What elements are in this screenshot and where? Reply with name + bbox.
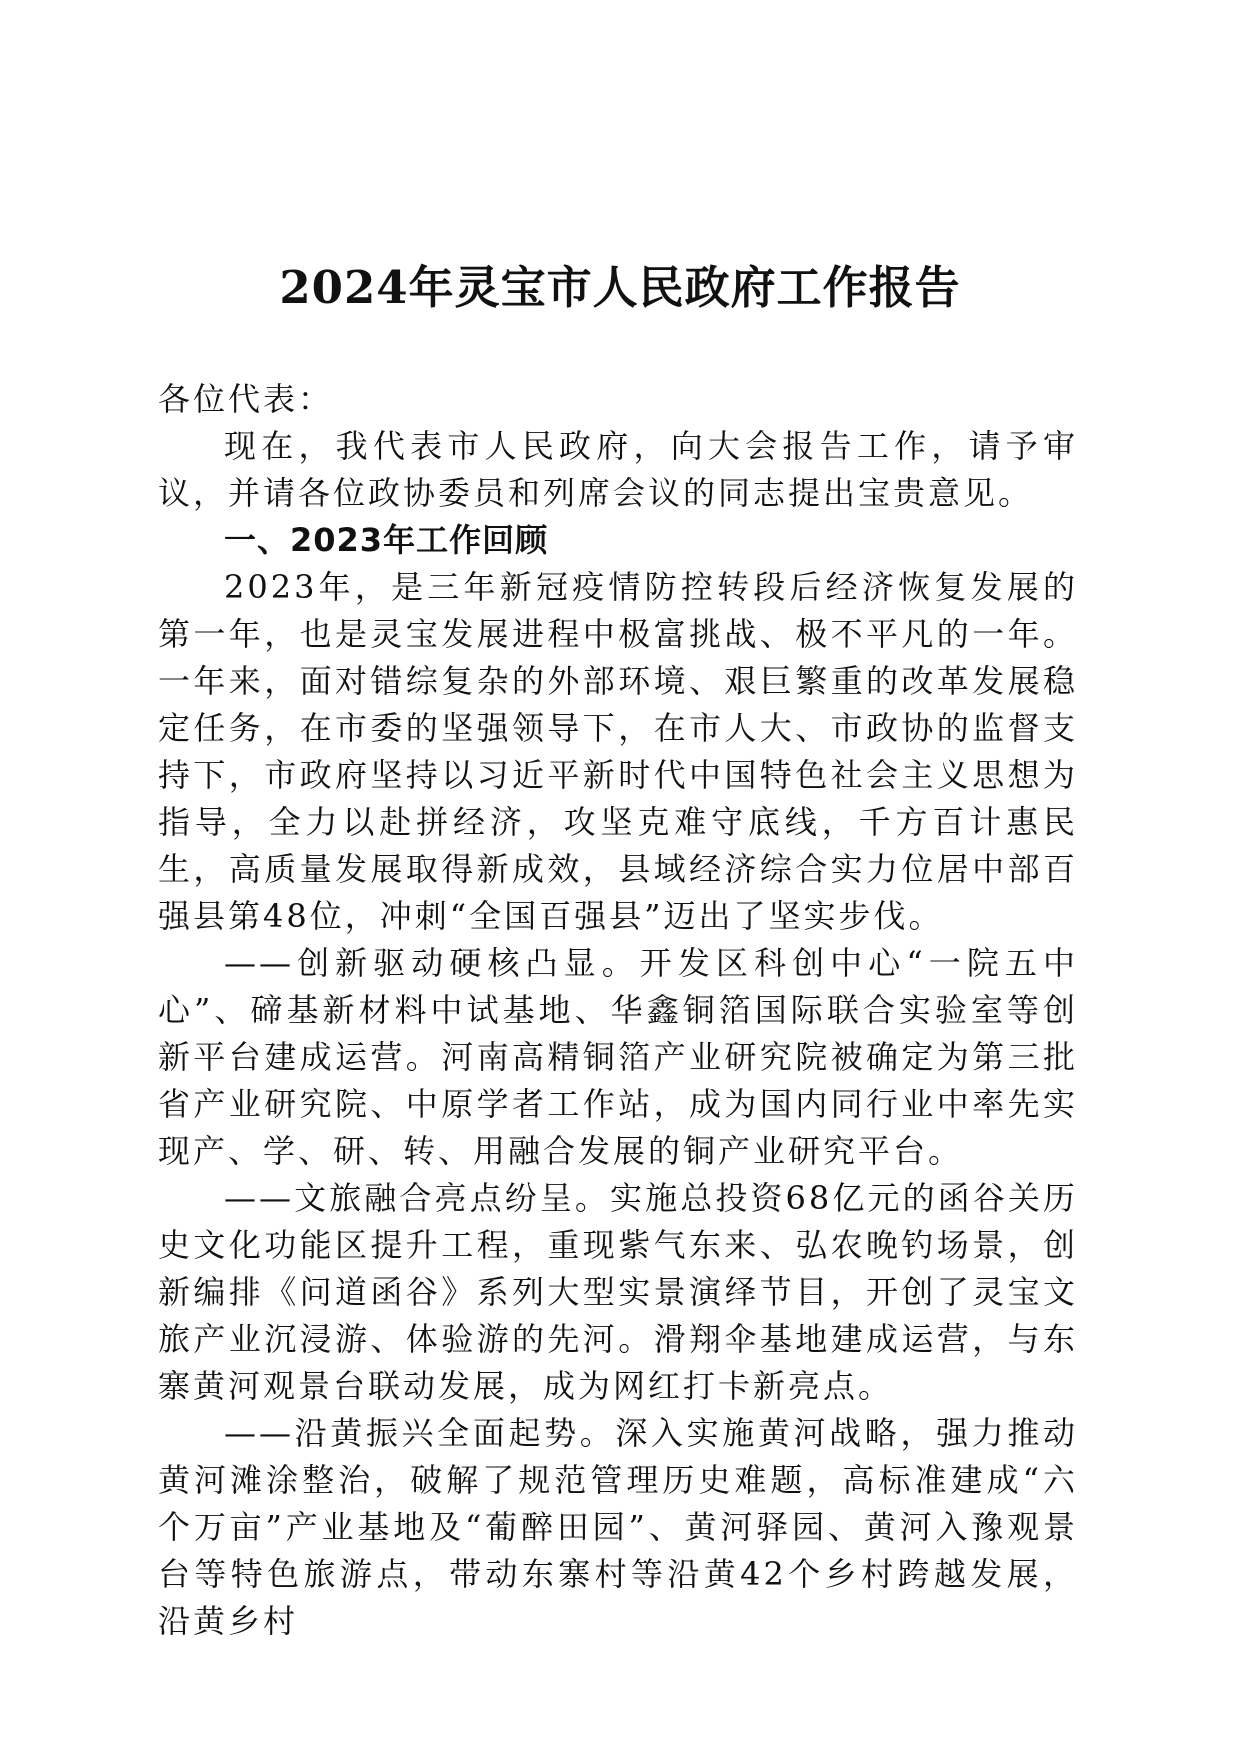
paragraph-culture-tourism: ——文旅融合亮点纷呈。实施总投资68亿元的函谷关历史文化功能区提升工程，重现紫气东来、弘农晚钓场景，创新编排《问道函谷》系列大型实景演绎节目，开创了灵宝文旅产业沉浸游、体验游的先河。滑翔伞基地建成运营，与东寨黄河观景台联动发展，成为网红打卡新亮点。: [158, 1179, 1078, 1405]
salutation: 各位代表：: [158, 380, 334, 418]
paragraph-review-summary: 2023年，是三年新冠疫情防控转段后经济恢复发展的第一年，也是灵宝发展进程中极富挑战、极不平凡的一年。一年来，面对错综复杂的外部环境、艰巨繁重的改革发展稳定任务，在市委的坚强领导下，在市人大、市政协的监督支持下，市政府坚持以习近平新时代中国特色社会主义思想为指导，全力以赴拼经济，攻坚克难守底线，千方百计惠民生，高质量发展取得新成效，县域经济综合实力位居中部百强县第48位，冲刺“全国百强县”迈出了坚实步伐。: [158, 568, 1078, 935]
document-body: [158, 376, 1078, 1645]
intro-paragraph: 现在，我代表市人民政府，向大会报告工作，请予审议，并请各位政协委员和列席会议的同志提出宝贵意见。: [158, 427, 1078, 512]
paragraph-yellow-river: ——沿黄振兴全面起势。深入实施黄河战略，强力推动黄河滩涂整治，破解了规范管理历史难题，高标准建成“六个万亩”产业基地及“葡醉田园”、黄河驿园、黄河入豫观景台等特色旅游点，带动东寨村等沿黄42个乡村跨越发展，沿黄乡村: [158, 1414, 1078, 1640]
paragraph-innovation: ——创新驱动硬核凸显。开发区科创中心“一院五中心”、碲基新材料中试基地、华鑫铜箔国际联合实验室等创新平台建成运营。河南高精铜箔产业研究院被确定为第三批省产业研究院、中原学者工作站，成为国内同行业中率先实现产、学、研、转、用融合发展的铜产业研究平台。: [158, 944, 1078, 1170]
document-title: 2024年灵宝市人民政府工作报告: [279, 261, 961, 314]
section-heading: 一、2023年工作回顾: [224, 521, 549, 559]
